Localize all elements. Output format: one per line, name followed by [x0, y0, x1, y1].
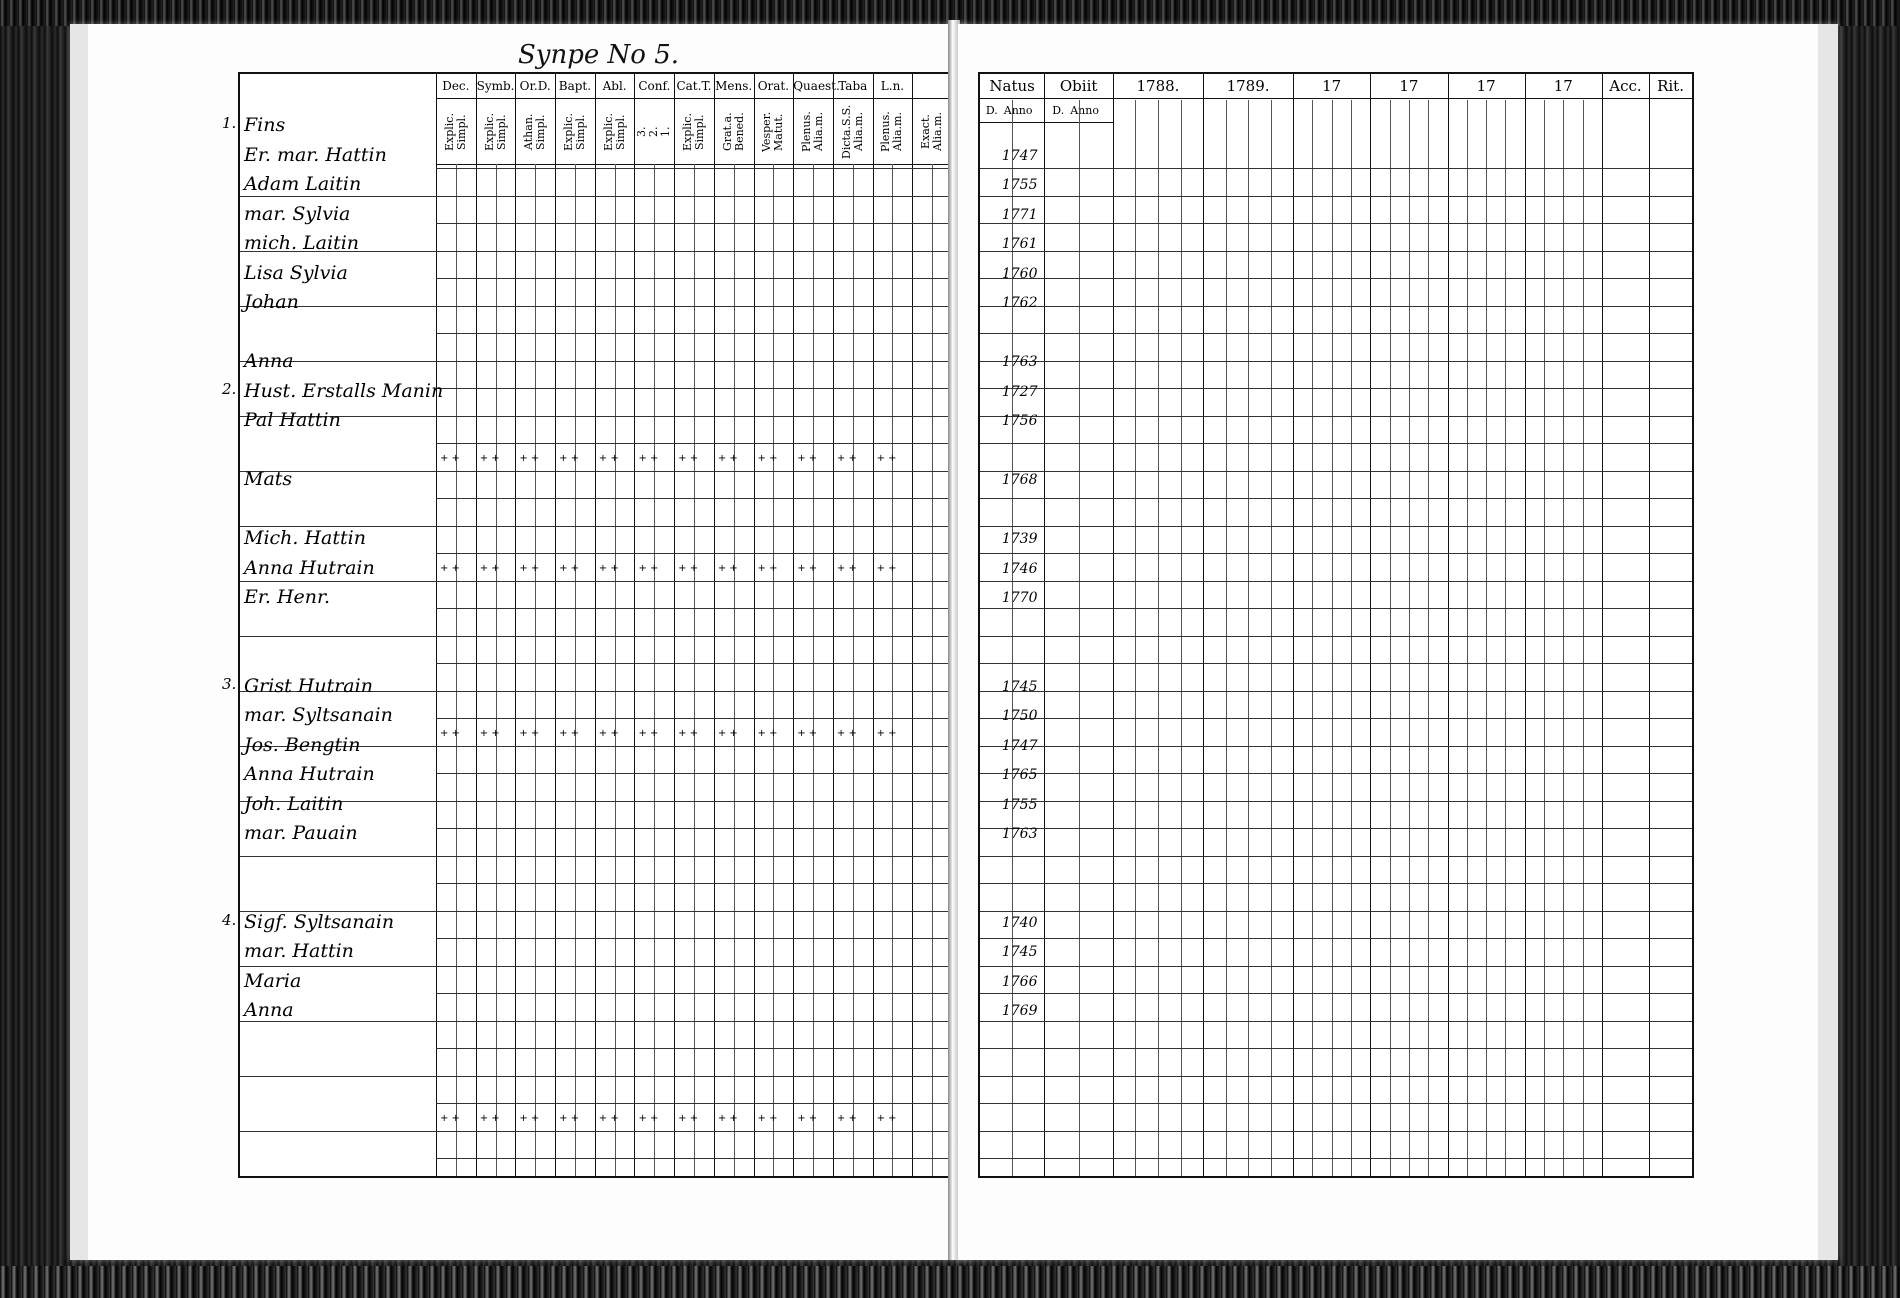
- column-divider: [793, 74, 794, 1176]
- person-name: Lisa Sylvia: [244, 261, 348, 284]
- tick-mark: + +: [559, 562, 579, 574]
- row-line: [980, 443, 1692, 444]
- subheader-label: Simpl.: [692, 114, 706, 150]
- subcolumn-divider: [1351, 100, 1352, 1176]
- household-number: 2.: [222, 379, 237, 398]
- column-divider: [754, 74, 755, 1176]
- tick-mark: + +: [479, 727, 500, 739]
- column-header: Conf.: [634, 74, 675, 99]
- tick-mark: + +: [678, 452, 699, 464]
- column-header: Rit.: [1649, 74, 1693, 99]
- row-line: [980, 553, 1692, 554]
- subheader-label: Alia.m.: [812, 112, 826, 152]
- row-line: [240, 306, 952, 307]
- birth-year: 1763: [1001, 826, 1038, 842]
- subcolumn-divider: [1390, 100, 1391, 1176]
- row-line: [436, 663, 952, 664]
- subheader-label: Plenus.: [800, 111, 814, 153]
- column-divider: [1692, 74, 1693, 1176]
- row-line: [240, 1131, 952, 1132]
- person-name: Jos. Bengtin: [244, 733, 361, 756]
- birth-year: 1755: [1001, 796, 1038, 813]
- subcolumn-divider: [1505, 100, 1506, 1176]
- row-line: [980, 856, 1692, 857]
- row-line: [980, 498, 1692, 499]
- subheader-label: D.: [1052, 104, 1065, 117]
- row-line: [980, 911, 1692, 912]
- subheader-label: Exact.: [919, 114, 933, 150]
- column-divider: [1113, 74, 1114, 1176]
- row-line: [436, 498, 952, 499]
- column-subheader: [714, 100, 755, 165]
- tick-mark: + +: [598, 452, 619, 464]
- column-divider: [833, 74, 834, 1176]
- row-line: [980, 388, 1692, 389]
- birth-year: 1769: [1001, 1003, 1038, 1019]
- person-name: mar. Pauain: [244, 822, 358, 844]
- row-line: [240, 801, 952, 802]
- column-divider: [1044, 74, 1045, 1176]
- column-subheader: [476, 100, 517, 165]
- row-line: [980, 801, 1692, 802]
- column-header: Bapt.: [555, 74, 596, 99]
- tick-mark: + +: [519, 1112, 540, 1124]
- subheader-label: Alia.m.: [931, 112, 945, 152]
- subcolumn-divider: [1544, 100, 1545, 1176]
- person-name: mich. Laitin: [244, 232, 360, 254]
- subheader-label: Explic.: [601, 113, 615, 151]
- row-line: [240, 1021, 952, 1022]
- row-line: [980, 883, 1692, 884]
- row-line: [436, 1048, 952, 1049]
- row-line: [240, 966, 952, 967]
- row-line: [980, 966, 1692, 967]
- column-header: 1789.: [1203, 74, 1294, 99]
- row-line: [436, 168, 952, 169]
- row-line: [436, 553, 952, 554]
- tick-mark: + +: [519, 727, 540, 739]
- subcolumn-divider: [1248, 100, 1249, 1176]
- tick-mark: + +: [479, 452, 500, 464]
- row-line: [980, 1048, 1692, 1049]
- row-line: [980, 746, 1692, 747]
- person-name: Mich. Hattin: [244, 527, 366, 549]
- column-subheader: [595, 100, 636, 165]
- left-register-grid: [222, 72, 954, 1178]
- row-line: [436, 1103, 952, 1104]
- tick-mark: + +: [638, 1112, 659, 1124]
- column-subheader: [833, 100, 874, 165]
- birth-year: 1739: [1001, 531, 1038, 547]
- birth-year: 1762: [1001, 295, 1038, 311]
- row-line: [240, 581, 952, 582]
- subcolumn-divider: [1079, 100, 1080, 1176]
- subheader-label: Matut.: [772, 113, 786, 151]
- column-divider: [1649, 74, 1650, 1176]
- subcolumn-divider: [654, 164, 655, 1176]
- person-name: Johan: [244, 291, 299, 313]
- tick-mark: + +: [440, 727, 460, 739]
- left-page: [70, 24, 968, 1260]
- tick-mark: + +: [717, 562, 738, 574]
- birth-year: 1750: [1001, 708, 1038, 724]
- person-name: Maria: [244, 969, 302, 992]
- row-line: [436, 993, 952, 994]
- row-line: [980, 608, 1692, 609]
- column-subheader: [555, 100, 596, 165]
- tick-mark: + +: [440, 562, 460, 574]
- person-name: Anna: [244, 350, 294, 372]
- row-line: [436, 883, 952, 884]
- tick-mark: + +: [757, 562, 778, 574]
- subcolumn-divider: [892, 164, 893, 1176]
- tick-mark: + +: [836, 1112, 857, 1124]
- person-name: Anna: [244, 999, 294, 1021]
- subheader-label: Bened.: [732, 112, 746, 152]
- row-line: [980, 581, 1692, 582]
- person-name: Adam Laitin: [244, 173, 362, 195]
- subheader-label: 2.: [647, 126, 661, 138]
- birth-year: 1761: [1001, 236, 1038, 252]
- scan-bottom-edge: [0, 1266, 1900, 1298]
- column-header: Orat.: [754, 74, 795, 99]
- column-subheader: [674, 100, 715, 165]
- birth-year: 1747: [1001, 737, 1038, 754]
- subheader-label: D.: [985, 104, 998, 117]
- tick-mark: + +: [678, 1112, 699, 1124]
- row-line: [436, 1158, 952, 1159]
- row-line: [980, 691, 1692, 692]
- row-line: [436, 223, 952, 224]
- column-subheader: [912, 100, 953, 165]
- right-page: [958, 24, 1838, 1260]
- column-subheader: [873, 100, 914, 165]
- page-heading: Synpe No 5.: [518, 40, 680, 70]
- subheader-label: Explic.: [680, 113, 694, 151]
- subheader-label: Alia.m.: [851, 112, 865, 152]
- subheader-label: Dicta.S.S.: [839, 104, 853, 160]
- column-header: Obiit: [1044, 74, 1114, 99]
- subcolumn-divider: [535, 164, 536, 1176]
- birth-year: 1745: [1001, 678, 1038, 695]
- tick-mark: + +: [638, 562, 659, 574]
- row-line: [980, 196, 1692, 197]
- person-name: Grist Hutrain: [244, 674, 373, 697]
- tick-mark: + +: [638, 452, 659, 464]
- tick-mark: + +: [757, 727, 778, 739]
- column-header: Dec.: [436, 74, 477, 99]
- subheader-label: Simpl.: [573, 114, 587, 150]
- column-header: 17: [1293, 74, 1371, 99]
- subheader-label: Vesper.: [760, 111, 774, 153]
- subcolumn-divider: [1181, 100, 1182, 1176]
- row-line: [980, 636, 1692, 637]
- person-name: mar. Sylvia: [244, 202, 351, 225]
- tick-mark: + +: [678, 727, 699, 739]
- subheader-label: Grat.a.: [720, 112, 734, 152]
- person-name: Anna Hutrain: [244, 556, 375, 579]
- column-header: 17: [1448, 74, 1526, 99]
- tick-mark: + +: [479, 562, 500, 574]
- column-divider: [476, 74, 477, 1176]
- subcolumn-divider: [853, 164, 854, 1176]
- column-divider: [1602, 74, 1603, 1176]
- tick-mark: + +: [559, 727, 579, 739]
- person-name: mar. Hattin: [244, 940, 354, 962]
- tick-mark: + +: [836, 727, 857, 739]
- subcolumn-divider: [575, 164, 576, 1176]
- subcolumn-divider: [1467, 100, 1468, 1176]
- subcolumn-divider: [1158, 100, 1159, 1176]
- column-subheader: [754, 100, 795, 165]
- column-divider: [1203, 74, 1204, 1176]
- birth-year: 1746: [1001, 560, 1038, 577]
- tick-mark: + +: [598, 562, 619, 574]
- row-line: [436, 333, 952, 334]
- row-line: [980, 828, 1692, 829]
- subheader-label: Anno: [1070, 104, 1099, 117]
- tick-mark: + +: [717, 727, 738, 739]
- tick-mark: + +: [559, 1112, 579, 1124]
- subcolumn-divider: [1226, 100, 1227, 1176]
- column-header: Or.D.: [515, 74, 556, 99]
- row-line: [980, 663, 1692, 664]
- row-line: [980, 718, 1692, 719]
- row-line: [980, 1158, 1692, 1159]
- subcolumn-divider: [734, 164, 735, 1176]
- row-line: [436, 278, 952, 279]
- row-line: [436, 828, 952, 829]
- tick-mark: + +: [440, 452, 460, 464]
- person-name: Pal Hattin: [244, 409, 341, 431]
- row-line: [436, 938, 952, 939]
- person-name: Sigf. Syltsanain: [244, 910, 395, 933]
- subcolumn-divider: [1271, 100, 1272, 1176]
- row-line: [980, 251, 1692, 252]
- subheader-label: Plenus.: [879, 111, 893, 153]
- tick-mark: + +: [678, 562, 699, 574]
- column-header: 17: [1525, 74, 1603, 99]
- birth-year: 1768: [1001, 472, 1038, 488]
- row-line: [980, 333, 1692, 334]
- column-divider: [1525, 74, 1526, 1176]
- column-header: Quaest.: [793, 74, 834, 99]
- person-name: Mats: [244, 468, 293, 490]
- row-line: [240, 361, 952, 362]
- subcolumn-divider: [1563, 100, 1564, 1176]
- tick-mark: + +: [876, 562, 897, 574]
- tick-mark: + +: [797, 562, 818, 574]
- tick-mark: + +: [440, 1112, 460, 1124]
- subcolumn-divider: [456, 164, 457, 1176]
- birth-year: 1771: [1001, 206, 1038, 223]
- household-number: 3.: [222, 674, 237, 693]
- tick-mark: + +: [479, 1112, 500, 1124]
- row-line: [980, 361, 1692, 362]
- subcolumn-divider: [1332, 100, 1333, 1176]
- subheader-label: Simpl.: [534, 114, 548, 150]
- person-name: mar. Syltsanain: [244, 704, 393, 726]
- row-line: [436, 773, 952, 774]
- row-line: [980, 1131, 1692, 1132]
- row-line: [240, 636, 952, 637]
- column-header: Natus: [980, 74, 1045, 99]
- column-header: Mens.: [714, 74, 755, 99]
- column-subheader: [436, 100, 477, 165]
- right-register-grid: [978, 72, 1694, 1178]
- tick-mark: + +: [638, 727, 659, 739]
- person-name: Fins: [244, 114, 286, 136]
- subheader-label: Explic.: [442, 113, 456, 151]
- subheader-label: Explic.: [561, 113, 575, 151]
- birth-year: 1727: [1001, 383, 1038, 400]
- column-header: L.n.: [873, 74, 914, 99]
- birth-year: 1740: [1001, 914, 1038, 931]
- birth-year: 1760: [1001, 265, 1038, 282]
- row-line: [980, 993, 1692, 994]
- row-line: [980, 526, 1692, 527]
- subheader-label: 3.: [635, 126, 649, 138]
- subheader-label: Explic.: [482, 113, 496, 151]
- column-subheader: [793, 100, 834, 165]
- subcolumn-divider: [1486, 100, 1487, 1176]
- row-line: [980, 223, 1692, 224]
- subcolumn-divider: [932, 164, 933, 1176]
- row-line: [240, 1076, 952, 1077]
- person-name: Er. Henr.: [244, 586, 331, 608]
- row-line: [240, 196, 952, 197]
- household-number: 4.: [222, 910, 237, 929]
- tick-mark: + +: [519, 452, 540, 464]
- column-header: Cat.T.: [674, 74, 715, 99]
- tick-mark: + +: [876, 1112, 897, 1124]
- subcolumn-divider: [773, 164, 774, 1176]
- column-header: Abl.: [595, 74, 636, 99]
- column-divider: [674, 74, 675, 1176]
- column-subheader: [634, 100, 675, 165]
- row-line: [980, 938, 1692, 939]
- column-divider: [595, 74, 596, 1176]
- row-line: [240, 471, 952, 472]
- row-line: [436, 443, 952, 444]
- row-line: [980, 471, 1692, 472]
- subcolumn-divider: [1409, 100, 1410, 1176]
- tick-mark: + +: [757, 1112, 778, 1124]
- subcolumn-divider: [1312, 100, 1313, 1176]
- tick-mark: + +: [559, 452, 579, 464]
- column-divider: [912, 74, 913, 1176]
- column-header: [912, 74, 953, 99]
- tick-mark: + +: [797, 727, 818, 739]
- subheader-label: Anno: [1003, 104, 1033, 117]
- person-name: Anna Hutrain: [244, 763, 375, 785]
- subcolumn-divider: [813, 164, 814, 1176]
- column-header: Taba: [833, 74, 874, 99]
- birth-year: 1755: [1001, 177, 1038, 193]
- row-line: [436, 388, 952, 389]
- tick-mark: + +: [598, 727, 619, 739]
- column-divider: [1448, 74, 1449, 1176]
- birth-year: 1770: [1001, 590, 1038, 606]
- tick-mark: + +: [797, 1112, 818, 1124]
- tick-mark: + +: [836, 452, 857, 464]
- subcolumn-divider: [694, 164, 695, 1176]
- person-name: Er. mar. Hattin: [244, 143, 387, 166]
- row-line: [436, 718, 952, 719]
- column-divider: [515, 74, 516, 1176]
- row-line: [980, 168, 1692, 169]
- column-header: Acc.: [1602, 74, 1650, 99]
- birth-year: 1745: [1001, 944, 1038, 960]
- column-divider: [555, 74, 556, 1176]
- column-header: 1788.: [1113, 74, 1204, 99]
- tick-mark: + +: [797, 452, 818, 464]
- subheader-label: Athan.: [522, 113, 536, 151]
- tick-mark: + +: [876, 452, 897, 464]
- row-line: [980, 1021, 1692, 1022]
- birth-year: 1756: [1001, 413, 1038, 429]
- subheader-label: 1.: [659, 126, 673, 138]
- subcolumn-divider: [615, 164, 616, 1176]
- row-line: [980, 773, 1692, 774]
- column-divider: [1370, 74, 1371, 1176]
- tick-mark: + +: [598, 1112, 619, 1124]
- row-line: [980, 1103, 1692, 1104]
- birth-year: 1766: [1001, 973, 1038, 990]
- tick-mark: + +: [757, 452, 778, 464]
- subcolumn-divider: [1583, 100, 1584, 1176]
- column-header: 17: [1370, 74, 1448, 99]
- tick-mark: + +: [876, 727, 897, 739]
- birth-year: 1763: [1001, 354, 1038, 370]
- subheader-label: Simpl.: [613, 114, 627, 150]
- column-divider: [873, 74, 874, 1176]
- birth-year: 1747: [1001, 147, 1038, 164]
- row-line: [980, 1076, 1692, 1077]
- names-column-divider: [436, 74, 437, 1176]
- subcolumn-divider: [1135, 100, 1136, 1176]
- column-divider: [714, 74, 715, 1176]
- tick-mark: + +: [717, 452, 738, 464]
- row-line: [980, 306, 1692, 307]
- row-line: [980, 278, 1692, 279]
- row-line: [240, 416, 952, 417]
- birth-year: 1765: [1001, 767, 1038, 783]
- row-line: [436, 608, 952, 609]
- subcolumn-divider: [496, 164, 497, 1176]
- row-line: [240, 856, 952, 857]
- household-number: 1.: [222, 114, 237, 132]
- subcolumn-divider: [1428, 100, 1429, 1176]
- subheader-label: Simpl.: [454, 114, 468, 150]
- person-name: Hust. Erstalls Manin: [244, 379, 444, 402]
- column-header: Symb.: [476, 74, 517, 99]
- tick-mark: + +: [836, 562, 857, 574]
- row-line: [980, 416, 1692, 417]
- column-divider: [634, 74, 635, 1176]
- tick-mark: + +: [519, 562, 540, 574]
- subheader-label: Alia.m.: [891, 112, 905, 152]
- column-subheader: [515, 100, 556, 165]
- subheader-label: Simpl.: [494, 114, 508, 150]
- person-name: Joh. Laitin: [244, 792, 344, 815]
- column-divider: [1293, 74, 1294, 1176]
- tick-mark: + +: [717, 1112, 738, 1124]
